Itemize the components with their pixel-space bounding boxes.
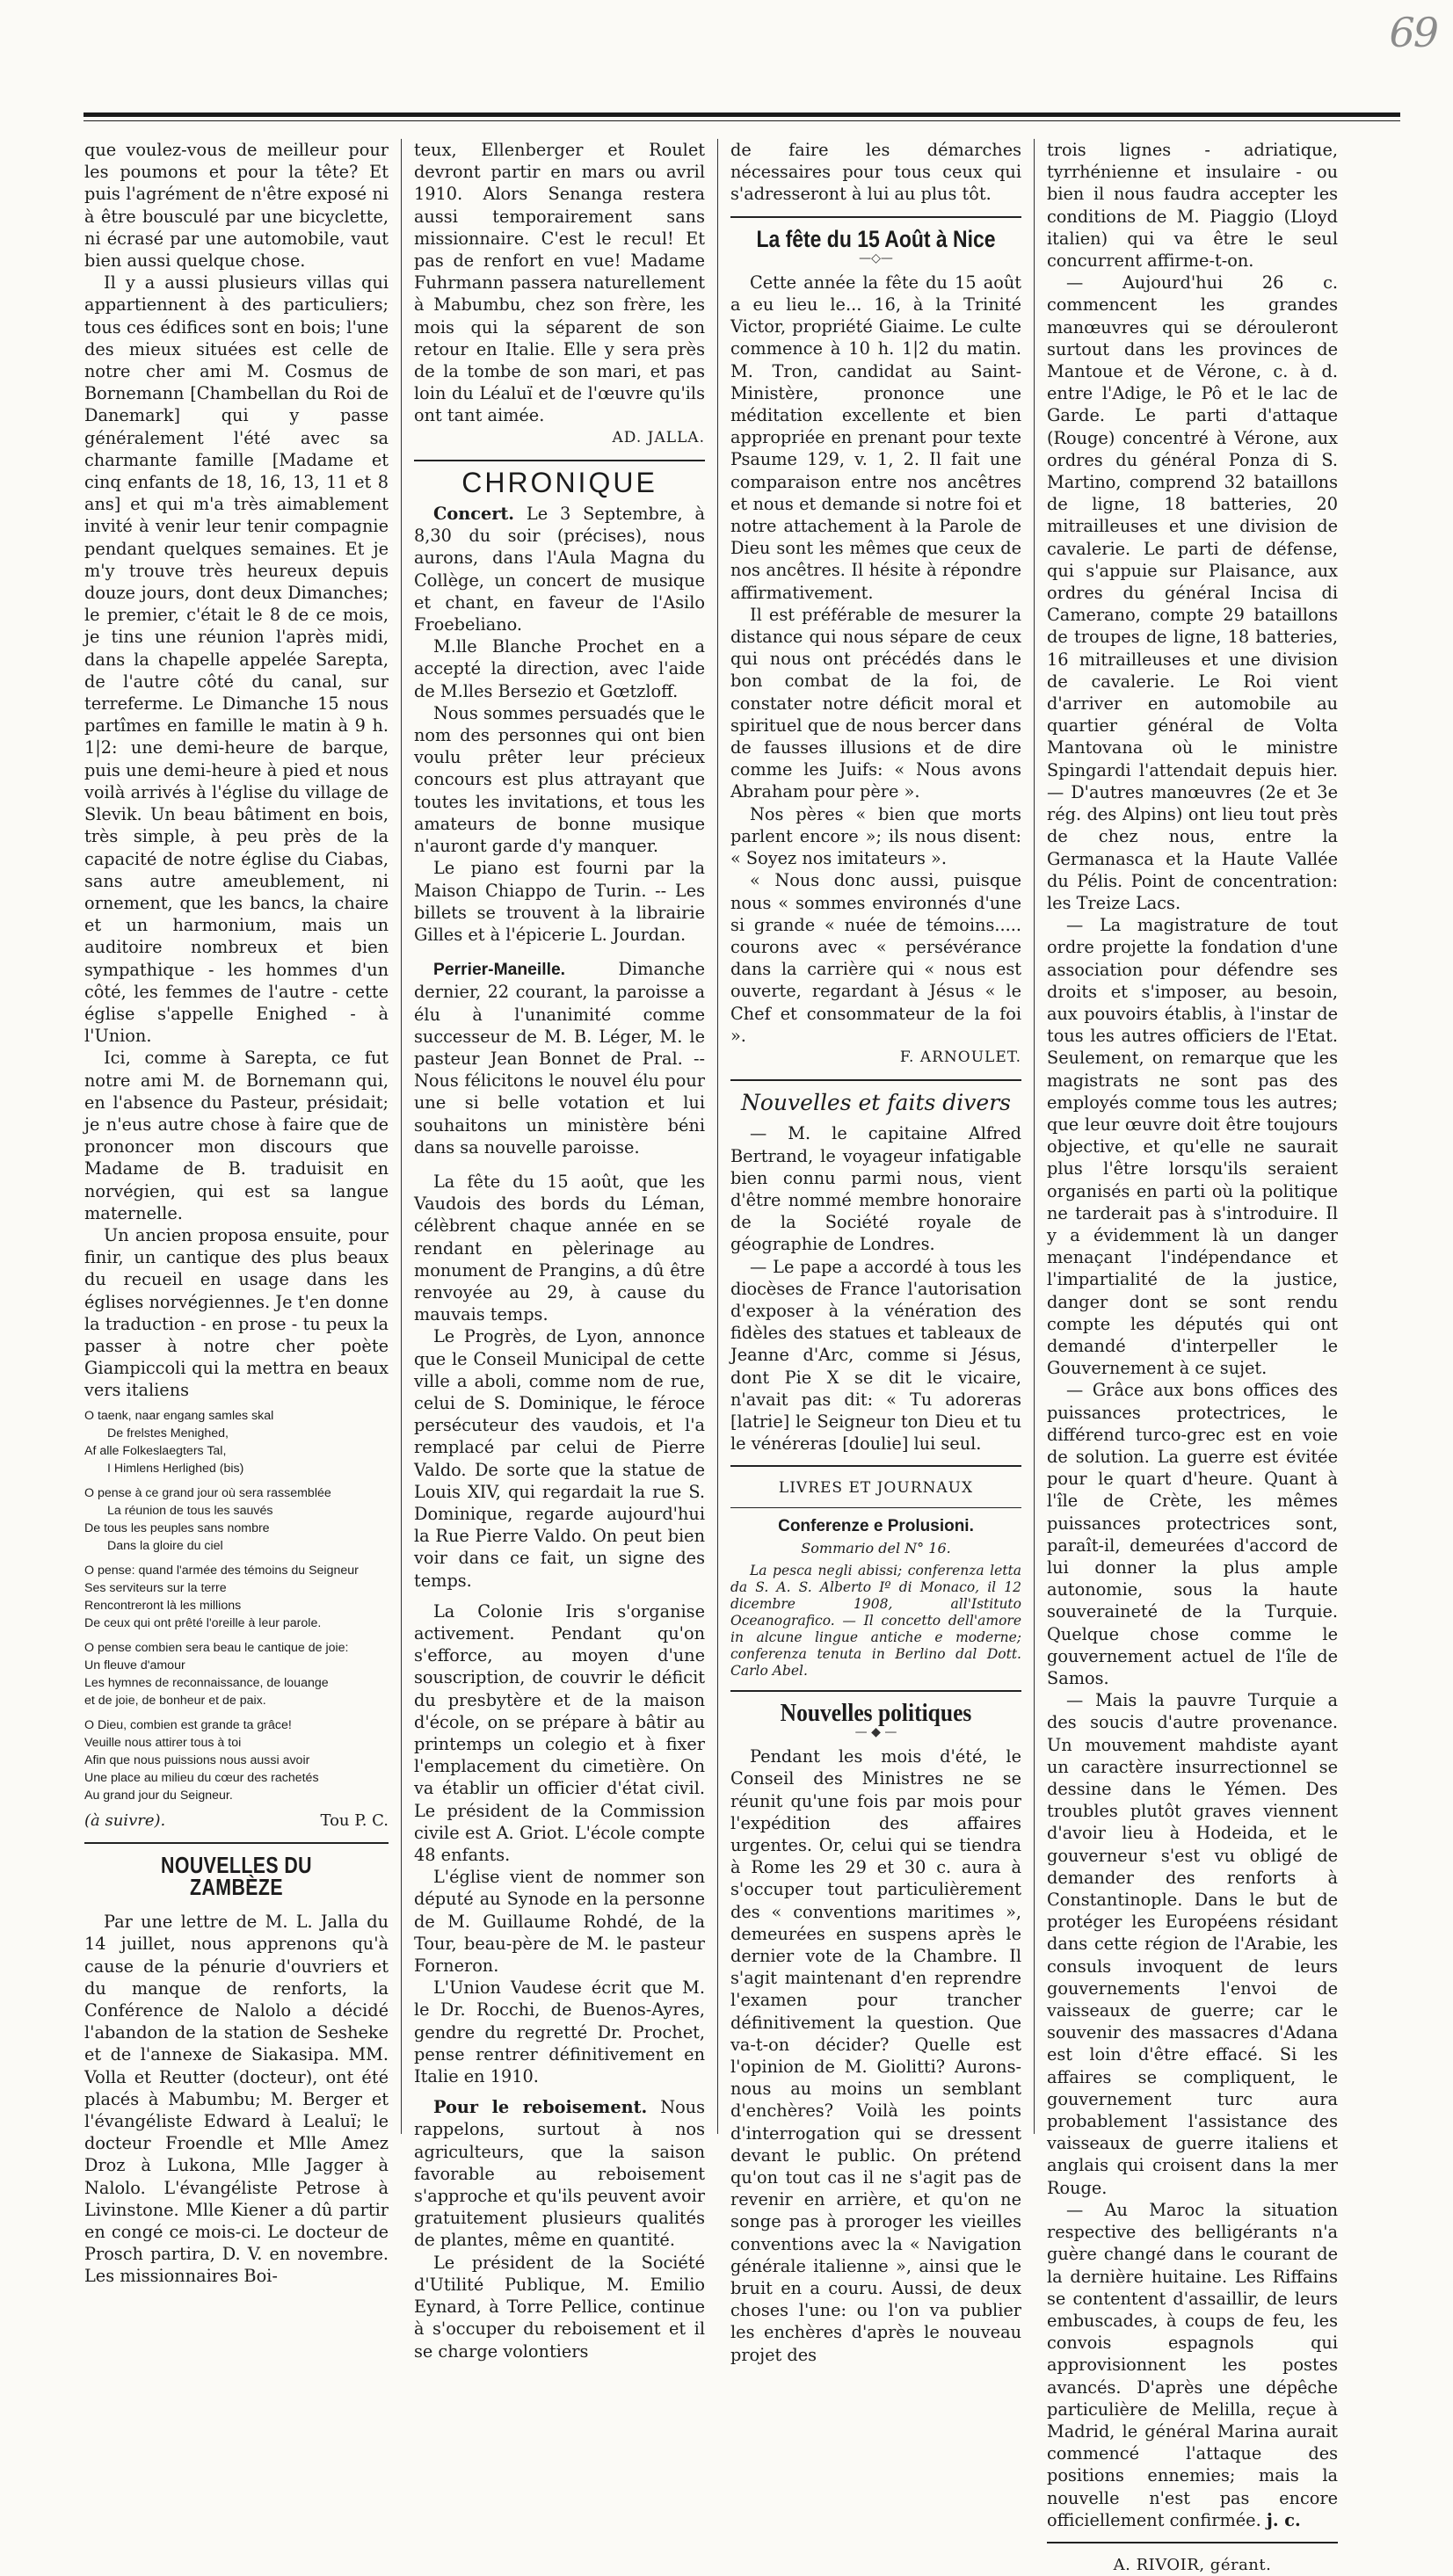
section-rule	[1047, 2542, 1338, 2543]
paragraph: Il y a aussi plusieurs villas qui appartiennent à des particuliers; tous ces édifices sont en bois; l'une des mieux situées est celle de notre cher ami M. Cosmus de Bornemann [Chambellan du Roi de Danemark] qui y passe généralement l'été avec sa charmante famille [Madame et cinq enfants de 18, 16, 13, 11 et 8 ans] et qui m'a très aimablement invité à venir leur tenir compagnie pendant quelques semaines. Et je m'y trouve très heureux depuis douze jours, dont deux Dimanches; le premier, c'était le 8 de ce mois, je tins une réunion l'après midi, dans la chapelle appelée Sarepta, de l'autre côté du canal, sur terreferme. Le Dimanche 15 nous partîmes en famille le matin à 9 h. 1|2: une demi-heure de barque, puis une demi-heure à pied et nous voilà arrivés à l'église du village de Slevik. Un beau bâtiment en bois, très simple, à peu près de la capacité de notre église du Ciabas, sans autre ameublement, ni ornement, que les bancs, la chaire et un harmonium, mais un auditoire nombreux et bien sympathique - les hommes d'un côté, les femmes de l'autre - cette église s'appelle Enighed - à l'Union.	[84, 272, 389, 1047]
paragraph: — Aujourd'hui 26 c. commencent les grandes manœuvres qui se dérouleront surtout dans les provinces de Mantoue et de Vérone, c. à d. entre l'Adige, le Pô et le lac de Garde. Le parti d'attaque (Rouge) concentré à Vérone, aux ordres du général Ponza di S. Martino, comprend 32 bataillons de ligne, 18 batteries, 20 mitrailleuses et une division de cavalerie. Le parti de défense, qui s'appuie sur Plaisance, aux ordres du général Incisa di Camerano, compte 29 bataillons de troupes de ligne, 18 batteries, 16 mitrailleuses et une division de cavalerie. Le Roi vient d'arriver en automobile au quartier général de Volta Mantovana où le ministre Spingardi l'attendait depuis hier. — D'autres manœuvres (2e et 3e rég. des Alpins) ont lieu tout près de chez nous, entre la Germanasca et la Haute Vallée du Pélis. Point de concentration: les Treize Lacs.	[1047, 272, 1338, 913]
paragraph	[1047, 2199, 1338, 2531]
poem-line	[84, 1632, 389, 1639]
poem-line: O pense à ce grand jour où sera rassemblée	[84, 1485, 331, 1500]
poem-line: De frelstes Menighed,	[107, 1426, 229, 1440]
paragraph: La fête du 15 août, que les Vaudois des bords du Léman, célèbrent chaque année en se rendant en pèlerinage au monument de Prangins, a dû être renvoyée au 29, à cause du mauvais temps.	[414, 1171, 705, 1325]
paragraph: Le piano est fourni par la Maison Chiappo de Turin. -- Les billets se trouvent à la librairie Gilles et à l'épicerie L. Jourdan.	[414, 858, 705, 945]
header-rule-thin	[84, 120, 1400, 121]
paragraph: Le président de la Société d'Utilité Publique, M. Emilio Eynard, à Torre Pellice, continue à s'occuper du reboisement et il se charge volontiers	[414, 2252, 705, 2362]
paragraph: Nous sommes persuadés que le nom des personnes qui ont bien voulu prêter leur précieux concours est plus attrayant que toutes les invitations, et tous les amateurs de bonne musique n'auront garde d'y manquer.	[414, 702, 705, 857]
poem-line: De ceux qui ont prêté l'oreille à leur parole.	[84, 1615, 322, 1630]
poem-line: O pense combien sera beau le cantique de joie:	[84, 1640, 349, 1655]
gerant-signature: A. RIVOIR, gérant.	[1113, 2555, 1272, 2574]
signature: Tou P. C.	[320, 1810, 389, 1830]
signature-row	[84, 1810, 389, 1832]
poem-line: Af alle Folkeslaegters Tal,	[84, 1443, 227, 1458]
paragraph-sommario: La pesca negli abissi; conferenza letta da S. A. S. Alberto Iº di Monaco, il 12 dicembre 1908, all'Istituto Oceanografico. — Il concetto dell'amore in alcune lingue antiche e moderne; conferenza tenuta in Berlino dal Dott. Carlo Abel.	[730, 1562, 1021, 1679]
column-3	[717, 139, 1034, 2365]
poem-line: Ses serviteurs sur la terre	[84, 1580, 227, 1595]
poem-line: O pense: quand l'armée des témoins du Seigneur	[84, 1563, 359, 1578]
poem-line: Un fleuve d'amour	[84, 1658, 185, 1673]
paragraph: Ici, comme à Sarepta, ce fut notre ami M. de Bornemann qui, en l'absence du Pasteur, présidait; je n'eus autre chose à faire que de prononcer mon discours que Madame de B. traduisit en norvégien, qui est sa langue maternelle.	[84, 1048, 389, 1223]
header-rule	[84, 112, 1400, 117]
paragraph: Par une lettre de M. L. Jalla du 14 juillet, nous apprenons qu'à cause de la pénurie d'ouvriers et du manque de renforts, la Conférence de Nalolo a décidé l'abandon de la station de Sesheke et de l'annexe de Siakasipa. MM. Volla et Reutter (docteur), ont été placés à Mabumbu; M. Berger et l'évangéliste Edward à Lealuï; le docteur Froendle et Mlle Amez Droz à Lukona, Mlle Jagger à Nalolo. L'évangéliste Petrose à Livinstone. Mlle Kiener a dû partir en congé ce mois-ci. Le docteur de Prosch partira, D. V. en novembre. Les missionnaires Boi-	[84, 1912, 389, 2287]
poem-line: Afin que nous puissions nous aussi avoir	[84, 1752, 310, 1767]
cantique-poem	[84, 1407, 389, 1804]
paragraph-concert	[414, 503, 705, 635]
section-title-faits: Nouvelles et faits divers	[741, 1090, 1011, 1116]
subtitle-sommario: Sommario del N° 16.	[801, 1539, 951, 1556]
column-1	[84, 139, 401, 2287]
section-title-chronique: CHRONIQUE	[461, 466, 657, 498]
page-number: 69	[1389, 9, 1437, 56]
paragraph: de faire les démarches nécessaires pour tous ceux qui s'adresseront à lui au plus tôt.	[730, 140, 1021, 205]
paragraph: Nos pères « bien que morts parlent encore »; ils nous disent: « Soyez nos imitateurs ».	[730, 803, 1021, 869]
paragraph: — M. le capitaine Alfred Bertrand, le voyageur infatigable bien connu parmi nous, vient d'être nommé membre honoraire de la Société royale de géographie de Londres.	[730, 1123, 1021, 1255]
poem-line	[84, 1709, 389, 1716]
paragraph: La Colonie Iris s'organise activement. Pendant qu'on s'efforce, au moyen d'une souscription, de couvrir le déficit du presbytère et de la maison d'école, on se prépare à bâtir au printemps un colegio et à fixer l'emplacement du cimetière. On va établir un officier d'état civil. Le président de la Commission civile est A. Griot. L'école compte 48 enfants.	[414, 1600, 705, 1866]
paragraph: « Nous donc aussi, puisque nous « sommes environnés d'une si grande « nuée de témoins..... courons avec « persévérance dans la carrière qui « nous est ouverte, regardant à Jésus « le Chef et consommateur de la foi ».	[730, 870, 1021, 1046]
paragraph: — La magistrature de tout ordre projette la fondation d'une association pour défendre ses droits et s'imposer, au besoin, aux pouvoirs établis, à l'instar de tous les autres officiers de l'Etat. Seulement, on remarque que les magistrats ne sont pas des employés comme tous les autres; que leur œuvre doit être toujours objective, et qu'elle ne saurait plus l'être lorsqu'ils seraient organisés en parti où la politique ne tarderait pas à s'introduire. Il y a évidemment là un danger menaçant l'indépendance et l'impartialité de la justice, danger dont se sont rendu compte les députés qui ont demandé d'interpeller le Gouvernement à ce sujet.	[1047, 915, 1338, 1379]
text: Le 3 Septembre, à 8,30 du soir (précises), nous aurons, dans l'Aula Magna du Collège, un concert de musique et chant, en faveur de l'Asilo Froebeliano.	[414, 504, 705, 635]
paragraph: Un ancien proposa ensuite, pour finir, un cantique des plus beaux du recueil en usage dans les églises norvégiennes. Je t'en donne la traduction - en prose - tu peux la passer à notre cher poète Giampiccoli qui la mettra en beaux vers italiens	[84, 1224, 389, 1401]
paragraph: trois lignes - adriatique, tyrrhénienne et insulaire - ou bien il nous faudra accepter les conditions de M. Piaggio (Lloyd italien) qui va être le seul concurrent affirme-t-on.	[1047, 140, 1338, 272]
poem-line: Une place au milieu du cœur des rachetés	[84, 1770, 319, 1785]
section-title-livres: LIVRES ET JOURNAUX	[778, 1479, 974, 1498]
poem-line: et de joie, de bonheur et de paix.	[84, 1693, 266, 1708]
poem-line: O taenk, naar engang samles skal	[84, 1408, 274, 1423]
poem-line: Au grand jour du Seigneur.	[84, 1788, 233, 1803]
section-rule	[730, 1690, 1021, 1692]
paragraph: Pendant les mois d'été, le Conseil des Ministres ne se réunit qu'une fois par mois pour l'expédition des affaires urgentes. Or, celui qui se tiendra à Rome les 29 et 30 c. aura à s'occuper tout particulièrement des « conventions maritimes », demeurées en suspens après le dernier vote de la Chambre. Il s'agit maintenant d'en reprendre l'examen pour trancher définitivement la question. Que va-t-on décider? Quelle est l'opinion de M. Giolitti? Aurons-nous au moins un semblant d'enchères? Voilà les points d'interrogation qui se dressent devant le public. On prétend qu'on tout cas il ne s'agit pas de revenir en arrière, et qu'on ne songe pas à proroger les vieilles conventions avec la « Navigation générale italienne », ainsi que le bruit en a couru. Aussi, de deux choses l'une: ou l'on va publier les enchères d'après le nouveau projet des	[730, 1746, 1021, 2365]
text: Dimanche dernier, 22 courant, la paroisse a élu à l'unanimité comme successeur de M. B. Léger, M. le pasteur Jean Bonnet de Pral. -- Nous félicitons le nouvel élu pour une si belle votation et lui souhaitons un ministère béni dans sa nouvelle paroisse.	[414, 959, 705, 1157]
paragraph: L'église vient de nommer son député au Synode en la personne de M. Guillaume Rohdé, de la Tour, beau-père de M. le pasteur Forneron.	[414, 1867, 705, 1977]
ornament: — ◆ —	[854, 1725, 897, 1740]
rule	[730, 1507, 1021, 1508]
paragraph-perrier	[414, 958, 705, 1158]
ornament: —◇—	[859, 250, 893, 265]
subtitle-conferenze: Conferenze e Prolusioni.	[778, 1516, 974, 1535]
poem-line: La réunion de tous les sauvés	[107, 1503, 273, 1518]
poem-line: Veuille nous attirer tous à toi	[84, 1735, 242, 1750]
paragraph: — Grâce aux bons offices des puissances protectrices, le différend turco-grec est en voie de solution. La guerre est évitée pour le quart d'heure. Quant à l'île de Crète, les mêmes puissances protectrices sont, paraît-il, demeurées d'accord de lui donner la plus ample autonomie, sous la haute souveraineté de la Turquie. Quelque chose comme le gouvernement actuel de l'île de Samos.	[1047, 1380, 1338, 1689]
section-rule	[730, 1079, 1021, 1081]
paragraph: Le Progrès, de Lyon, annonce que le Conseil Municipal de cette ville a aboli, comme nom de rue, celui de S. Dominique, le féroce persécuteur des vaudois, et l'a remplacé par celui de Pierre Valdo. De sorte que la statue de Louis XIV, qui regardait la rue S. Dominique, regarde aujourd'hui la Rue Pierre Valdo. On peut bien voir dans ce fait, un signe des temps.	[414, 1326, 705, 1591]
paragraph: — Le pape a accordé à tous les diocèses de France l'autorisation d'exposer à la vénération des fidèles des statues et tableaux de Jeanne d'Arc, comme si Jésus, dont Pie X se dit le vicaire, n'avait pas dit: « Tu adoreras [latrie] le Seigneur ton Dieu et tu le vénéreras [doulie] lui seul.	[730, 1256, 1021, 1455]
paragraph: L'Union Vaudese écrit que M. le Dr. Rocchi, de Buenos-Ayres, gendre du regretté Dr. Prochet, pense rentrer définitivement en Italie en 1910.	[414, 1977, 705, 2087]
section-rule	[84, 1842, 389, 1844]
column-2	[401, 139, 717, 2362]
newspaper-columns	[84, 139, 1400, 2574]
poem-line	[84, 1555, 389, 1562]
section-rule	[730, 216, 1021, 218]
lead-reboisement: Pour le reboisement.	[433, 2097, 648, 2118]
section-title-zambeze: NOUVELLES DU ZAMBÈZE	[161, 1851, 312, 1900]
paragraph: teux, Ellenberger et Roulet devront partir en mars ou avril 1910. Alors Senanga restera aussi temporairement sans missionnaire. C'est le recul! Et pas de renfort en vue! Madame Fuhrmann passera naturellement à Mabumbu, chez son frère, les mois qui la séparent de son retour en Italie. Elle y sera près de la tombe de son mari, et pas loin du Léaluï et de l'œuvre qu'ils ont tant aimée.	[414, 140, 705, 426]
poem-line: Dans la gloire du ciel	[107, 1538, 223, 1553]
signature: j. c.	[1266, 2509, 1301, 2530]
paragraph-reboisement	[414, 2096, 705, 2251]
poem-line	[84, 1477, 389, 1484]
poem-line: I Himlens Herlighed (bis)	[107, 1461, 244, 1476]
section-title-fete: La fête du 15 Août à Nice	[756, 225, 996, 252]
paragraph: M.lle Blanche Prochet en a accepté la direction, avec l'aide de M.lles Bersezio et Gœtzloff.	[414, 636, 705, 701]
lead-perrier: Perrier-Maneille.	[433, 961, 566, 980]
signature: F. ARNOULET.	[899, 1048, 1021, 1066]
text: — Au Maroc la situation respective des belligérants n'a guère changé dans le courant de la dernière huitaine. Les Riffains se contentent d'assaillir, de leurs embuscades, à coups de feu, les convois espagnols qui approvisionnent les postes avancés. D'après une dépêche particulière de Melilla, reçue à Madrid, le général Marina aurait commencé l'attaque des positions ennemies; mais la nouvelle n'est pas encore officiellement confirmée.	[1047, 2199, 1338, 2530]
to-be-continued: (à suivre).	[84, 1810, 166, 1830]
poem-line: Rencontreront là les millions	[84, 1598, 242, 1613]
column-4	[1034, 139, 1350, 2574]
lead-concert: Concert.	[433, 504, 515, 525]
signature: AD. JALLA.	[612, 428, 705, 446]
section-rule	[414, 460, 705, 461]
paragraph: que voulez-vous de meilleur pour les poumons et pour la tête? Et puis l'agrément de n'être exposé ni à être bousculé par une bicyclette, ni écrasé par une automobile, vaut bien aussi quelque chose.	[84, 140, 389, 272]
poem-line: O Dieu, combien est grande ta grâce!	[84, 1717, 292, 1732]
paragraph: Il est préférable de mesurer la distance qui nous sépare de ceux qui nous ont précédés dans le bon combat de la foi, de constater notre déficit moral et spirituel que de nous bercer dans de fausses illusions et de dire comme les Juifs: « Nous avons Abraham pour père ».	[730, 604, 1021, 802]
poem-line: De tous les peuples sans nombre	[84, 1520, 270, 1535]
section-title-politiques: Nouvelles politiques	[780, 1698, 972, 1727]
paragraph: — Mais la pauvre Turquie a des soucis d'autre provenance. Un mouvement mahdiste ayant un caractère insurrectionnel se dessine dans le Yémen. Des troubles plutôt graves viennent d'avoir lieu à Hodeida, et le gouverneur s'est vu obligé de demander des renforts à Constantinople. Dans le but de protéger les Européens résidant dans cette région de l'Arabie, les consuls invoquent de leurs gouvernements l'envoi de vaisseaux de guerre; car le souvenir des massacres d'Adana est loin d'être effacé. Si les affaires se compliquent, le gouvernement turc aura probablement l'assistance des vaisseaux de guerre italiens et anglais qui croisent dans la mer Rouge.	[1047, 1690, 1338, 2198]
text: Nous rappelons, surtout à nos agriculteurs, que la saison favorable au reboisement s'approche et qu'ils peuvent avoir gratuitement plusieurs qualités de plantes, même en quantité.	[414, 2097, 705, 2251]
paragraph: Cette année la fête du 15 août a eu lieu le... 16, à la Trinité Victor, propriété Giaime. Le culte commence à 10 h. 1|2 du matin. M. Tron, candidat au Saint-Ministère, prononce une méditation excellente et bien appropriée en prenant pour texte Psaume 129, v. 1, 2. Il fait une comparaison entre nos ancêtres et nous et demande si notre foi et notre attachement à la Parole de Dieu sont les mêmes que ceux de nos ancêtres. Il hésite à répondre affirmativement.	[730, 272, 1021, 603]
section-rule	[730, 1465, 1021, 1467]
poem-line: Les hymnes de reconnaissance, de louange	[84, 1675, 329, 1690]
